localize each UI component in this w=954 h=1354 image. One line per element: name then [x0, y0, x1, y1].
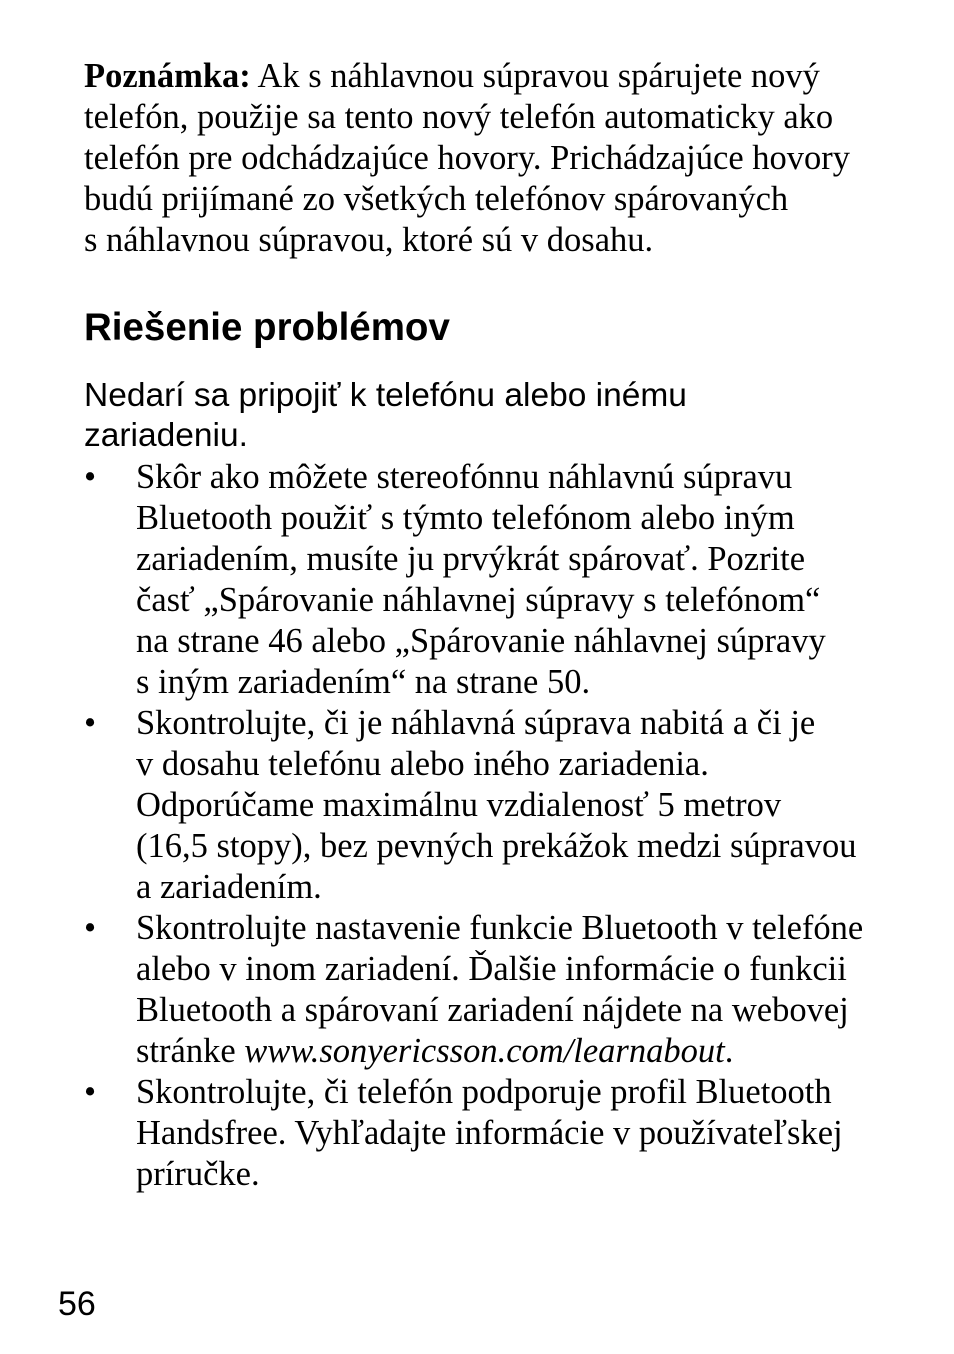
section-title: Riešenie problémov: [84, 306, 450, 349]
list-item: [84, 457, 914, 703]
page-number: 56: [58, 1285, 96, 1323]
list-item-line: [136, 1031, 914, 1072]
bullet-icon: •: [84, 458, 97, 496]
list-item-line: (16,5 stopy), bez pevných prekážok medzi súpravou: [136, 827, 857, 865]
list-item-line: Bluetooth použiť s týmto telefónom alebo iným: [136, 499, 795, 537]
note-line-5: s náhlavnou súpravou, ktoré sú v dosahu.: [84, 221, 654, 259]
list-item-line: Skontrolujte nastavenie funkcie Bluetooth v telefóne: [136, 909, 864, 947]
list-item-line: Handsfree. Vyhľadajte informácie v používateľskej: [136, 1114, 843, 1152]
website-link[interactable]: www.sonyericsson.com/learnabout: [244, 1032, 725, 1070]
list-item: [84, 1072, 914, 1195]
list-item-text: .: [724, 1032, 734, 1070]
list-item-line: Skontrolujte, či je náhlavná súprava nabitá a či je: [136, 704, 816, 742]
bullet-icon: •: [84, 1073, 97, 1111]
note-line-2: telefón, použije sa tento nový telefón automaticky ako: [84, 98, 834, 136]
list-item-line: Odporúčame maximálnu vzdialenosť 5 metrov: [136, 786, 782, 824]
note-line-4: budú prijímané zo všetkých telefónov spárovaných: [84, 180, 789, 218]
list-item-line: časť „Spárovanie náhlavnej súpravy s telefónom“: [136, 581, 821, 619]
list-item-text: stránke: [136, 1032, 245, 1070]
list-item-line: s iným zariadením“ na strane 50.: [136, 663, 591, 701]
list-item-line: alebo v inom zariadení. Ďalšie informácie o funkcii: [136, 950, 847, 988]
list-item-line: Skôr ako môžete stereofónnu náhlavnú súpravu: [136, 458, 793, 496]
list-item: [84, 703, 914, 908]
note-label: Poznámka:: [84, 57, 251, 95]
bullet-icon: •: [84, 704, 97, 742]
list-item-line: na strane 46 alebo „Spárovanie náhlavnej súpravy: [136, 622, 826, 660]
list-item-line: Skontrolujte, či telefón podporuje profil Bluetooth: [136, 1073, 832, 1111]
list-item-line: príručke.: [136, 1155, 260, 1193]
subheading-line-2: zariadeniu.: [84, 417, 248, 454]
subheading-line-1: Nedarí sa pripojiť k telefónu alebo inému: [84, 377, 687, 414]
note-line-1: [84, 56, 904, 97]
list-item-line: Bluetooth a spárovaní zariadení nájdete na webovej: [136, 991, 849, 1029]
troubleshooting-list: [84, 457, 914, 1195]
list-item-line: zariadením, musíte ju prvýkrát spárovať. Pozrite: [136, 540, 806, 578]
list-item-line: v dosahu telefónu alebo iného zariadenia.: [136, 745, 709, 783]
note-text: Ak s náhlavnou súpravou spárujete nový: [250, 57, 820, 95]
list-item: [84, 908, 914, 1072]
list-item-line: a zariadením.: [136, 868, 322, 906]
subheading: [84, 376, 687, 456]
note-paragraph: [84, 56, 904, 261]
note-line-3: telefón pre odchádzajúce hovory. Prichádzajúce hovory: [84, 139, 851, 177]
bullet-icon: •: [84, 909, 97, 947]
